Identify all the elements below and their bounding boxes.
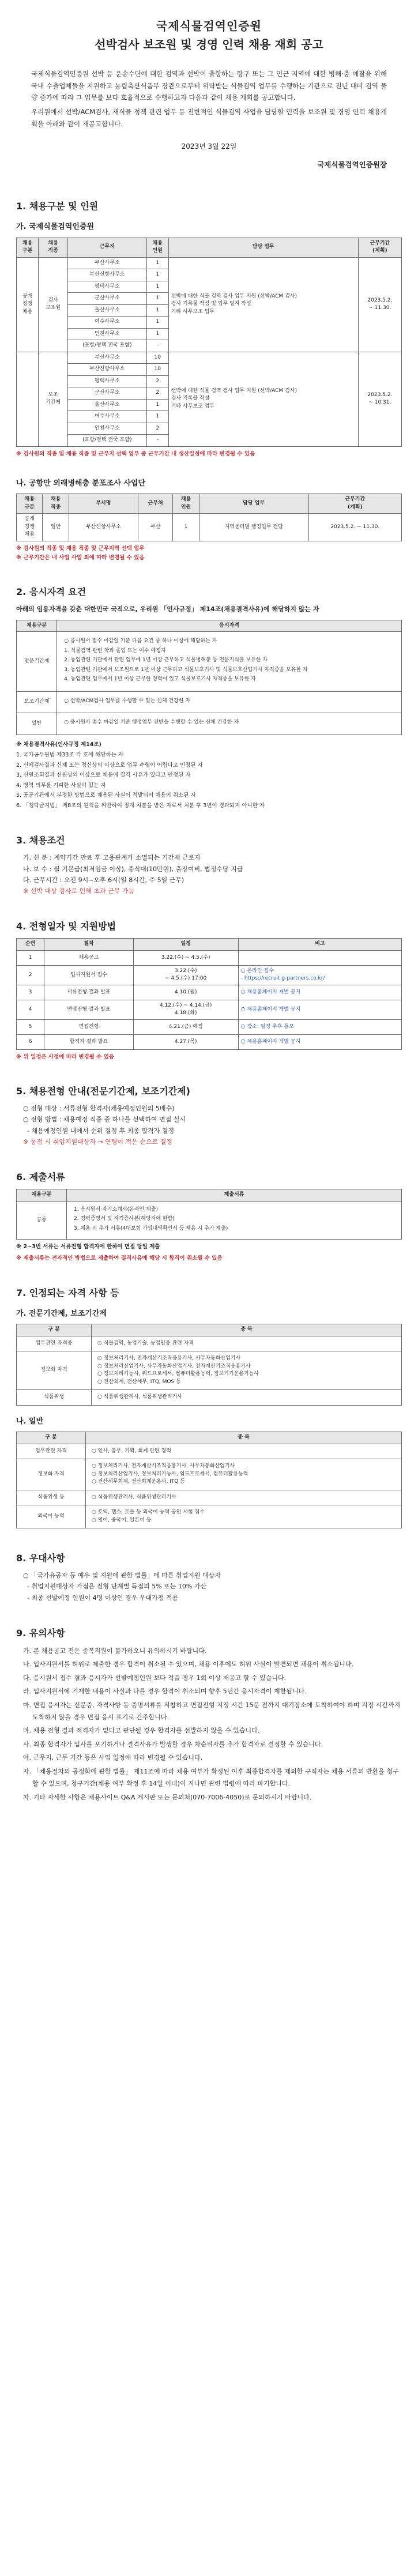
section-9-items [16,1645,402,1803]
table-row [17,1034,402,1049]
table-row [17,1351,402,1390]
schedule-cell: 3.22.(수) ~ 4.5.(수) [133,950,238,965]
item-cell: ○ 식품위생관리사, 식품위생관리기사 [91,1390,401,1406]
category-cell: 외국어 능력 [17,1505,86,1528]
table-row [17,1459,402,1490]
qualification-cell [57,632,402,692]
headcount-cell: 10 [146,352,168,364]
section-4-title: 4. 전형일자 및 지원방법 [16,921,116,932]
table-cell: 공개 경쟁 채용 [17,514,43,541]
table-row [17,1019,402,1034]
document-note: ※ 제출서류는 전자적인 방법으로 제출하여 결격사유에 해당 시 합격이 취소될 수 있음 [16,1255,223,1262]
document-note: ※ 2~3번 서류는 서류전형 합격자에 한하여 면접 당일 제출 [16,1244,160,1251]
hire-type-cell: 공통 [17,1201,67,1240]
schedule-cell: 합격자 결과 발표 [44,1034,133,1049]
table-header-cell: 부서명 [69,494,138,514]
workplace-cell: 부산사무소 [68,257,147,269]
headcount-cell: 2 [146,375,168,387]
section-1a-table [16,238,402,447]
table-header-cell: 채용 인원 [173,494,199,514]
duty-cell: 선박에 대한 식물 검역 검사 업무 지원 (선박/ACM 검사) 검사 기록물 작성 기타 사무보조 업무 [168,352,358,446]
section-6-title: 6. 제출서류 [16,1172,65,1183]
section-2-rules [16,750,402,811]
notice-item: 마. 면접 응시자는 신분증, 자격사항 등 증명서류를 지참하고 면접전형 지정 시간 15분 전까지 대기장소에 도착하여야 하며 지정 시간까지 도착하지 않을 경우 면접 응시 포기로 간주합니다. [23,1701,401,1721]
section-1a-note: ※ 검사원의 직종 및 채용 직종 및 근무지 선택 업무 중 근무기간 내 생산일정에 따라 변경될 수 있음 [16,450,255,457]
schedule-cell: 4.21.(금) 예정 [133,1019,238,1034]
workplace-cell: 부산사무소 [68,352,147,364]
duty-cell: 선박에 대한 식물 검역 검사 업무 지원 (선박/ACM 검사) 검사 기록물 작성 및 업무 일지 작성 기타 사무보조 업무 [168,257,358,352]
section-8-title: 8. 우대사항 [16,1553,65,1564]
condition-item: ※ 선박 대상 검사로 인해 초과 근무 가능 [23,887,135,895]
table-row [17,985,402,1000]
table-header-cell: 채용 구분 [17,238,39,257]
headcount-cell: 1 [146,293,168,305]
qualification-cell [57,691,402,713]
headcount-cell: 1 [146,269,168,281]
table-row [17,1336,402,1351]
table-row [17,632,402,692]
notice-item: 사. 최종 합격자가 입사를 포기하거나 결격사유가 발생할 경우 차순위자를 추가 합격자로 결정할 수 있습니다. [23,1740,323,1748]
headcount-cell: - [146,340,168,352]
period-cell: 2023.5.2. ~ 11.30. [358,257,401,352]
section-2-rules-title: ※ 채용결격사유(인사규정 제14조) [16,741,101,748]
headcount-cell: 2 [146,423,168,435]
workplace-cell: 여수사무소 [68,411,147,423]
selection-line: - 채용예정인원 내에서 순위 결정 후 최종 합격자 결정 [23,1127,175,1135]
table-header-cell: 응시자격 [57,620,402,632]
category-cell: 식품위생 등 [17,1490,86,1505]
hire-type-cell: 보조기간제 [17,691,57,713]
headcount-cell: 1 [146,257,168,269]
section-1b-title: 나. 공항만 외래병해충 분포조사 사업단 [16,479,145,488]
issuer-signature: 국제식물검역인증원장 [317,160,387,170]
table-row [17,950,402,965]
table-header-cell: 종 목 [91,1324,401,1336]
rule-item: 2. 신체검사결과 신체 또는 정신상의 이상으로 업무 수행이 어렵다고 인정된 자 [16,762,203,769]
headcount-cell: 10 [146,364,168,376]
section-7b-table [16,1432,402,1528]
schedule-cell: 면접전형 [44,1019,133,1034]
notice-item: 차. 기타 자세한 사항은 채용사이트 Q&A 게시판 또는 문의처(070-7006-4050)로 문의하시기 바랍니다. [23,1793,312,1801]
headcount-cell: 2 [146,387,168,400]
table-row [17,1201,402,1240]
schedule-cell: 5 [17,1019,44,1034]
table-header-cell: 순번 [17,939,44,951]
section-1a-title: 가. 국제식물검역인증원 [16,223,95,232]
headcount-cell: 1 [146,399,168,411]
intro-paragraph: 국제식물검역인증원 선박 등 운송수단에 대한 검역과 선박이 출항하는 항구 또는 그 인근 지역에 대한 병해·충 예찰을 위해 국내 수출업체들을 지원하고 농림축산식품부 장관으로부터 위탁받는 식물검역 업무를 수행하는 기관으로 전년 대비 검역 물량 증가에 따라 그 업무를 보다 효율적으로 수행하고자 다음과 같이 채용 재회를 공고합니다. [31,70,387,102]
table-header-cell: 제출서류 [67,1189,402,1202]
table-row [17,1490,402,1505]
qualification-cell [57,713,402,735]
section-7a-table [16,1324,402,1406]
headcount-cell: - [146,435,168,447]
category-cell: 업무관련 자격 [17,1444,86,1459]
schedule-cell: 6 [17,1034,44,1049]
section-1b-note-2: ※ 근무기간은 내 사업 사업 외에 따라 변경될 수 있음 [16,555,145,562]
qualification-item: 1. 식물검역 관련 학과 졸업 또는 이수 예정자 [64,647,166,654]
hire-type-cell: 일반 [17,713,57,735]
selection-line: ○ 전형 대상 : 서류전형 합격자(채용예정인원의 5배수) [23,1105,175,1113]
table-header-cell: 근무처 [138,494,172,514]
table-header-cell: 채용구분 [17,620,57,632]
preference-item: - 최종 선발예정 인원이 4명 이상인 경우 우대가점 적용 [23,1594,179,1602]
section-2-title: 2. 응시자격 요건 [16,586,86,598]
notice-item: 아. 근무지, 근무 기간 등은 사업 일정에 따라 변경될 수 있습니다. [23,1754,203,1762]
selection-line: ○ 전형 방법 : 채용예정 직종 중 하나를 선택하여 면접 실시 [23,1116,186,1124]
schedule-cell: 3 [17,985,44,1000]
notice-item: 나. 입사지원서를 허위로 제출한 경우 합격이 취소될 수 있으며, 채용 이후에도 허위 사실이 발견되면 채용이 취소됩니다. [23,1660,353,1669]
section-2-lead: 아래의 임용자격을 갖춘 대한민국 국적으로, 우리원 「인사규정」 제14조(채용결격사유)에 해당하지 않는 자 [16,605,319,613]
table-header-cell: 근무기간 (계획) [308,494,401,514]
workplace-cell: (포항/평택 전국 포함) [68,435,147,447]
item-cell: ○ 정보처리기사, 전자계산기조직응용기사, 사무자동화산업기사 ○ 정보처리산업기사, 사무자동화산업기사, 전자계산기조직응용기사 ○ 정보처리기능사, 워드프로세서, 컴퓨터활용능력, 정보기기운용기능사 ○ 전산회계, 전산세무, ITQ, MOS 등 [91,1351,401,1390]
notice-item: 라. 입사지원서에 기재한 내용이 사실과 다를 경우 합격이 취소되며 향후 5년간 응시자격이 제한됩니다. [23,1688,307,1696]
schedule-cell: ○ 채용홈페이지 개별 공지 [238,1000,401,1019]
schedule-cell: ○ 온라인 접수 - https://recruit.g-partners.co.kr/ [238,965,401,985]
workplace-cell: 인천사무소 [68,423,147,435]
table-header-cell: 담당 업무 [199,494,308,514]
table-header-cell: 절차 [44,939,133,951]
section-7b-title: 나. 일반 [16,1417,44,1426]
category-cell: 정보화 자격 [17,1351,92,1390]
schedule-cell: 채용공고 [44,950,133,965]
rule-item: 5. 공공기관에서 부정한 방법으로 채용된 사실이 적발되어 채용이 취소된 자 [16,792,196,799]
schedule-cell: 3.22.(수) ~ 4.5.(수) 17:00 [133,965,238,985]
table-header-cell: 채용 구분 [17,494,43,514]
table-cell: 부산신항사무소 [69,514,138,541]
table-header-cell: 근무기간 (계획) [358,238,401,257]
period-cell: 2023.5.2. ~ 10.31. [358,352,401,446]
section-4-note: ※ 위 일정은 사정에 따라 변경될 수 있음 [16,1053,115,1060]
preference-item: ○ 「국가유공자 등 예우 및 지원에 관한 법률」에 따른 취업지원 대상자 [23,1572,221,1580]
workplace-cell: 부산신항사무소 [68,269,147,281]
notice-item: 자. 「채용절차의 공정화에 관한 법률」 제11조에 따라 채용 여부가 확정된 이후 최종합격자를 제외한 구직자는 채용 서류의 반환을 청구할 수 있으며, 청구기간(채용 여부 확정 후 14일 이내)이 지나면 관련 법령에 따라 파기합니다. [23,1767,399,1788]
table-row [17,965,402,985]
hire-type-cell [17,352,39,446]
org-name: 국제식물검역인증원 [156,19,262,33]
schedule-cell: ○ 장소: 일정 추후 통보 [238,1019,401,1034]
section-1b-table [16,494,402,541]
item-cell: ○ 식물검역, 농업기술, 농업인증 관련 자격 [91,1336,401,1351]
section-7-title: 7. 인정되는 자격 사항 등 [16,1287,119,1298]
table-cell: 지역센터별 행정업무 전담 [199,514,308,541]
table-cell: 1 [173,514,199,541]
section-3-title: 3. 채용조건 [16,835,65,846]
section-5-lines [16,1103,402,1147]
table-header-cell: 담당 업무 [168,238,358,257]
table-cell: 일반 [43,514,69,541]
document-cell [67,1201,402,1240]
qualification-item: 3. 농업관련 기관에서 보조원으로 1년 이상 근무하고 식물보호기사 및 식물보호산업기사 자격증을 보유한 자 [64,666,308,673]
schedule-cell: 2 [17,965,44,985]
section-4-table [16,938,402,1050]
hire-type-cell: 전문기간제 [17,632,57,692]
headcount-cell: 1 [146,411,168,423]
schedule-cell: 서류전형 결과 발표 [44,985,133,1000]
table-header-cell: 종 목 [86,1432,402,1444]
schedule-cell: 면접전형 결과 발표 [44,1000,133,1019]
hire-type-cell: 공개 경쟁 채용 [17,257,39,352]
qualification-item: 2. 농업관련 기관에서 관련 업무에 1년 이상 근무하고 식물병해충 등 전문지식을 보유한 자 [64,657,268,664]
workplace-cell: 평택사무소 [68,375,147,387]
schedule-cell: 4.12.(수) ~ 4.14.(금) 4.18.(화) [133,1000,238,1019]
section-8-items [16,1570,402,1603]
table-row [17,1444,402,1459]
headcount-cell: 1 [146,304,168,317]
job-type-cell: 보조 기간제 [39,352,68,446]
qualification-item: ○ 응시원서 접수 마감일 기준 다음 요건 중 하나 이상에 해당하는 자 [64,638,217,645]
workplace-cell: (포항/평택 전국 포함) [68,340,147,352]
table-row [17,1000,402,1019]
condition-item: 가. 신 분 : 계약기간 만료 후 고용관계가 소멸되는 기간제 근로자 [23,854,201,862]
workplace-cell: 여수사무소 [68,317,147,329]
table-header-cell: 채용구분 [17,1189,67,1202]
qualification-item: ○ 선박/ACM검사 업무를 수행할 수 있는 신체 건강한 자 [64,698,191,704]
rule-item: 6. 「청탁금지법」 제8조의 원칙을 위반하여 징계 처분을 받은 자로서 처분 후 3년이 경과되지 아니한 자 [16,802,265,809]
table-header-cell: 근무지 [68,238,147,257]
section-7a-title: 가. 전문기간제, 보조기간제 [16,1309,107,1318]
schedule-cell: 4.27.(목) [133,1034,238,1049]
schedule-cell: 4 [17,1000,44,1019]
intro-paragraph-2: 우리원에서 선박/ACM검사, 재식물 정책 관련 업무 등 전반적인 식물검역 사업을 담당할 인력을 보조원 및 경영 인력 채용계획을 아래와 같이 재공고합니다. [31,108,387,128]
section-1-title: 1. 채용구분 및 인원 [16,201,99,212]
table-header-cell: 채용 인원 [146,238,168,257]
notice-header [16,0,402,53]
item-cell: ○ 식품위생관리사, 식품위생관리기사 [86,1490,402,1505]
workplace-cell: 군산사무소 [68,293,147,305]
workplace-cell: 울산사무소 [68,304,147,317]
notice-item: 다. 응시원서 접수 결과 응시자가 선발예정인원 보다 적을 경우 1회 이상 재공고 할 수 있습니다. [23,1674,287,1682]
rule-item: 1. 국가공무원법 제33조 각 호에 해당하는 자 [16,751,124,758]
table-row [17,257,402,269]
table-header-cell: 일정 [133,939,238,951]
workplace-cell: 군산사무소 [68,387,147,400]
table-header-cell: 구 분 [17,1324,92,1336]
notice-item: 가. 본 채용공고 전은 중복지원이 불가하오니 유의하시기 바랍니다. [23,1647,207,1655]
category-cell: 식품위생 [17,1390,92,1406]
preference-item: - 취업지원대상자 가점은 전형 단계별 득점의 5% 또는 10% 가산 [23,1583,207,1591]
table-header-cell: 구 분 [17,1432,86,1444]
table-header-cell: 비고 [238,939,401,951]
workplace-cell: 울산사무소 [68,399,147,411]
document-item: 3. 채용 시 추가 서류(4대보험 가입내역확인서 등 채용 시 추가 제출) [74,1225,228,1231]
category-cell: 업무관련 자격증 [17,1336,92,1351]
table-cell: 2023.5.2. ~ 11.30. [308,514,401,541]
schedule-cell: 4.10.(월) [133,985,238,1000]
table-row [17,1505,402,1528]
section-2-table [16,620,402,735]
table-header-cell: 채용 직종 [39,238,68,257]
table-row [17,713,402,735]
table-row [17,1390,402,1406]
document-item: 1. 응시원서·자기소개서(온라인 제출) [74,1206,158,1212]
rule-item: 3. 신원조회결과 신원상의 이상으로 채용에 결격 사유가 있다고 인정된 자 [16,772,191,779]
job-type-cell: 검사 보조원 [39,257,68,352]
category-cell: 정보화 자격 [17,1459,86,1490]
condition-item: 나. 보 수 : 월 기본급(최저임금 이상), 중식대(10만원), 출장여비, 법정수당 지급 [23,865,243,873]
qualification-item: ○ 응시원서 접수 마감일 기준 행정업무 전반을 수행할 수 있는 신체 건강한 자 [64,720,239,726]
condition-item: 다. 근무시간 : 오전 9시~오후 6시(일 8시간, 주 5일 근무) [23,876,184,884]
section-5-title: 5. 채용전형 안내(전문기간제, 보조기간제) [16,1086,190,1097]
notice-date: 2023년 3월 22일 [181,142,237,151]
item-cell: ○ 토익, 텝스, 토플 등 외국어 능력 공인 시험 점수 ○ 영어, 중국어, 일본어 등 [86,1505,402,1528]
schedule-cell [238,950,401,965]
section-6-table [16,1189,402,1240]
table-cell: 부산 [138,514,172,541]
document-item: 2. 경력증명서 및 자격증사본(해당자에 한함) [74,1216,175,1222]
workplace-cell: 인천사무소 [68,328,147,340]
workplace-cell: 평택사무소 [68,281,147,293]
table-header-cell: 채용 직종 [43,494,69,514]
section-1b-note-1: ※ 검사원의 직종 및 채용 직종 및 근무지역 선택 업무 [16,545,145,552]
headcount-cell: 1 [146,281,168,293]
selection-line: ※ 동점 시 취업지원대상자 → 연령이 적은 순으로 결정 [23,1138,172,1146]
section-6-notes [16,1243,402,1263]
schedule-cell: ○ 채용홈페이지 개별 공지 [238,985,401,1000]
section-9-title: 9. 유의사항 [16,1627,65,1639]
item-cell: ○ 정보처리기사, 전자계산기조직응용기사, 사무자동화산업기사 ○ 정보처리산업기사, 정보처리기능사, 워드프로세서, 컴퓨터활용능력 ○ 전산세무회계, 전산회계운용사, ITQ 등 [86,1459,402,1490]
schedule-cell: 입사지원서 접수 [44,965,133,985]
item-cell: ○ 인사, 총무, 기획, 회계 관련 경력 [86,1444,402,1459]
schedule-cell: 1 [17,950,44,965]
notice-item: 바. 채용 전형 결과 적격자가 없다고 판단될 경우 합격자를 선발하지 않을 수 있습니다. [23,1727,260,1735]
table-row [17,691,402,713]
table-row [17,352,402,364]
schedule-cell: ○ 채용홈페이지 개별 공지 [238,1034,401,1049]
section-3-rows [16,852,402,897]
headcount-cell: 1 [146,317,168,329]
qualification-item: 4. 농업관련 업무에서 1년 이상 근무한 경력이 있고 식물보호기사 자격증을 보유한 자 [64,676,256,683]
headcount-cell: 1 [146,328,168,340]
rule-item: 4. 병역 의무를 기피한 사실이 있는 자 [16,782,106,789]
workplace-cell: 부산신항사무소 [68,364,147,376]
notice-title: 선박검사 보조원 및 경영 인력 채용 재회 공고 [95,37,323,51]
